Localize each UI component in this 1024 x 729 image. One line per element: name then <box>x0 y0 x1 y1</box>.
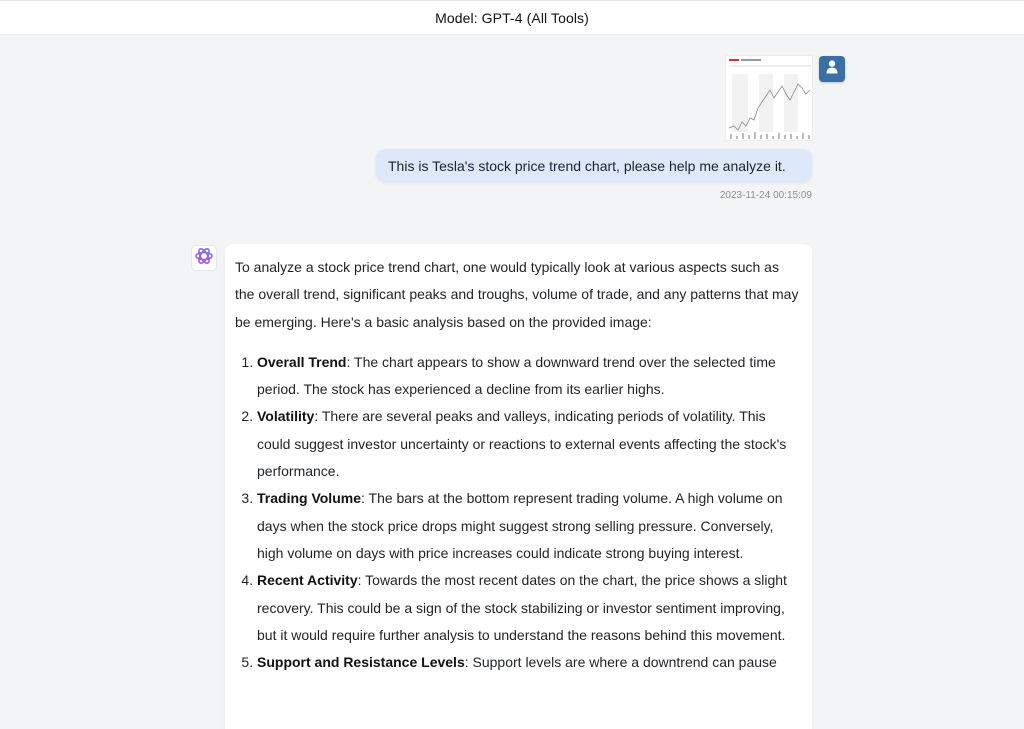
list-item-text: : The chart appears to show a downward trend over the selected time period. The stock has experienced a decline from its earlier highs. <box>257 353 776 398</box>
list-item <box>257 403 802 485</box>
assistant-message-card <box>225 244 812 729</box>
list-item-text: : Support levels are where a downtrend can pause <box>464 654 777 671</box>
user-message-text: This is Tesla's stock price trend chart, please help me analyze it. <box>388 157 786 174</box>
list-item-title: Trading Volume <box>257 490 361 507</box>
list-item-title: Volatility <box>257 408 315 425</box>
list-item <box>257 649 802 676</box>
model-title: Model: GPT-4 (All Tools) <box>435 9 589 26</box>
list-item-text: : There are several peaks and valleys, indicating periods of volatility. This could suggest investor uncertainty or reactions to external events affecting the stock's performance. <box>257 408 787 480</box>
user-message-bubble <box>376 149 812 182</box>
message-timestamp: 2023-11-24 00:15:09 <box>719 190 812 201</box>
list-item <box>257 485 802 567</box>
list-item <box>257 567 802 649</box>
list-item-title: Recent Activity <box>257 572 358 589</box>
user-avatar <box>819 56 845 82</box>
list-item-text: : Towards the most recent dates on the chart, the price shows a slight recovery. This could be a sign of the stock stabilizing or investor sentiment improving, but it would require further analysis to understand the reasons behind this movement. <box>257 572 787 643</box>
list-item-title: Overall Trend <box>257 353 347 370</box>
openai-logo-icon <box>194 246 214 271</box>
list-item-text: : The bars at the bottom represent trading volume. A high volume on days when the stock price drops might suggest strong selling pressure. Conversely, high volume on days with price increases could indicate strong buying interest. <box>257 490 783 561</box>
list-item-title: Support and Resistance Levels <box>257 654 465 671</box>
header-bar <box>0 0 1024 35</box>
list-item <box>257 349 802 404</box>
analysis-list <box>235 349 802 677</box>
assistant-intro: To analyze a stock price trend chart, one would typically look at various aspects such as the overall trend, significant peaks and troughs, volume of trade, and any patterns that may be emerging. Here's a basic analysis based on the provided image: <box>235 259 799 330</box>
assistant-avatar <box>191 245 217 271</box>
stock-chart-thumbnail[interactable] <box>725 55 813 141</box>
user-icon <box>826 60 838 79</box>
